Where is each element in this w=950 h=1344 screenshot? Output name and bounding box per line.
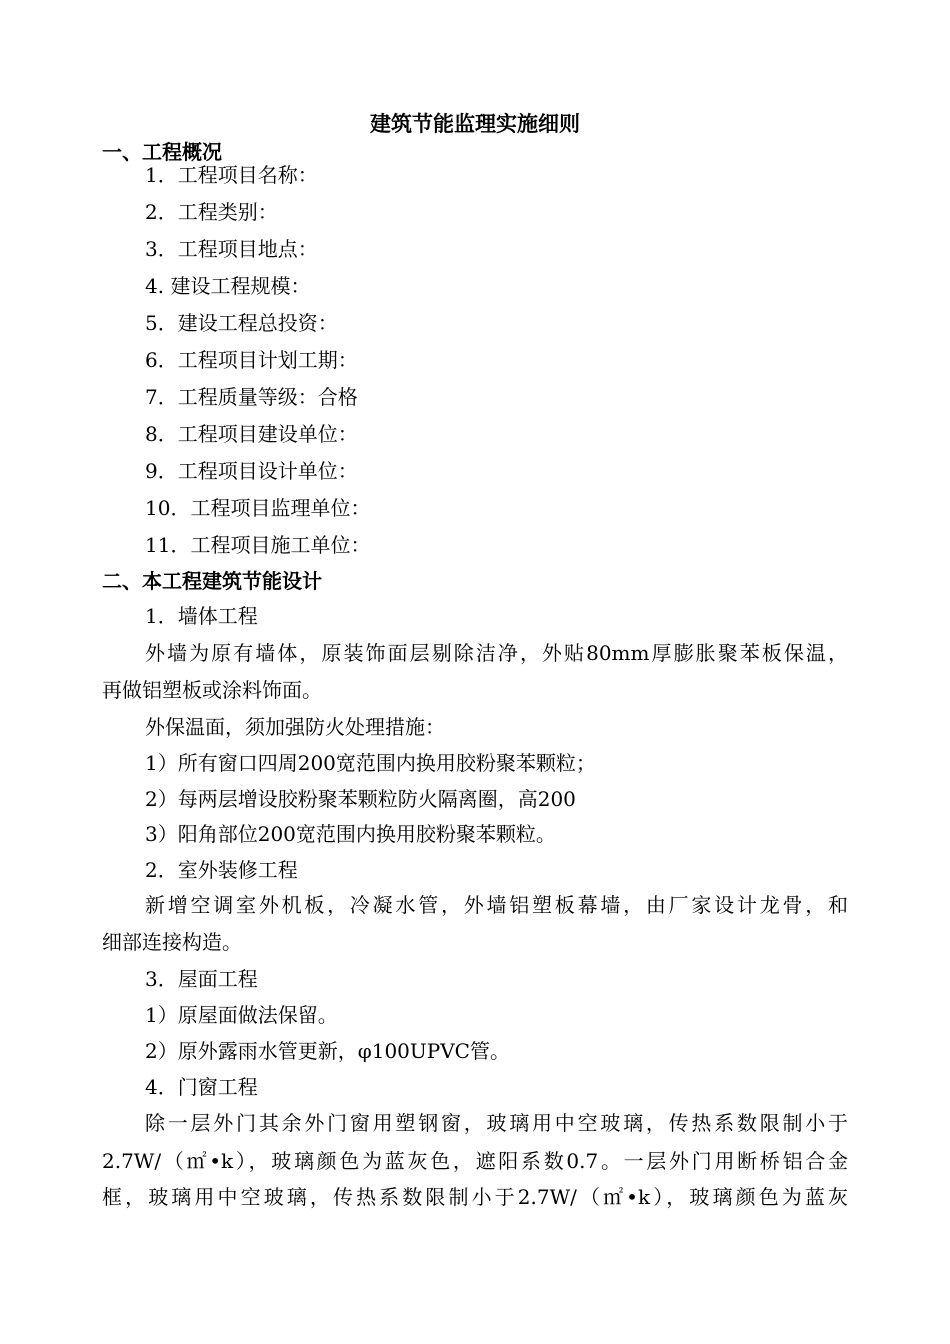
paragraph-line: 除一层外门其余外门窗用塑钢窗，玻璃用中空玻璃，传热系数限制小于 <box>145 1111 848 1135</box>
overview-item: 3．工程项目地点： <box>145 237 318 261</box>
subheading-doors-windows: 4．门窗工程 <box>145 1075 258 1099</box>
list-item: 2）每两层增设胶粉聚苯颗粒防火隔离圈，高200 <box>145 787 576 811</box>
list-item: 1）所有窗口四周200宽范围内换用胶粉聚苯颗粒； <box>145 751 596 775</box>
overview-item: 2．工程类别： <box>145 200 278 224</box>
section-heading-energy-design: 二、本工程建筑节能设计 <box>102 569 322 593</box>
paragraph-line: 框，玻璃用中空玻璃，传热系数限制小于2.7W/（㎡•k），玻璃颜色为蓝灰 <box>102 1185 848 1209</box>
paragraph-line: 细部连接构造。 <box>102 930 242 954</box>
subheading-exterior: 2．室外装修工程 <box>145 858 298 882</box>
section-heading-overview: 一、工程概况 <box>102 140 222 164</box>
list-item: 3）阳角部位200宽范围内换用胶粉聚苯颗粒。 <box>145 822 556 846</box>
document-title: 建筑节能监理实施细则 <box>370 111 580 136</box>
overview-item: 1．工程项目名称： <box>145 163 318 187</box>
list-item: 2）原外露雨水管更新，φ100UPVC管。 <box>145 1039 510 1063</box>
overview-item: 8．工程项目建设单位： <box>145 422 358 446</box>
overview-item: 7．工程质量等级：合格 <box>145 385 358 409</box>
overview-item: 9．工程项目设计单位： <box>145 459 358 483</box>
overview-item: 6．工程项目计划工期： <box>145 348 358 372</box>
paragraph-line: 外保温面，须加强防火处理措施： <box>145 715 445 739</box>
paragraph-line: 新增空调室外机板，冷凝水管，外墙铝塑板幕墙，由厂家设计龙骨，和 <box>145 893 848 917</box>
list-item: 1）原屋面做法保留。 <box>145 1003 338 1027</box>
paragraph-line: 2.7W/（㎡•k），玻璃颜色为蓝灰色，遮阳系数0.7。一层外门用断桥铝合金 <box>102 1149 848 1173</box>
overview-item: 11．工程项目施工单位： <box>145 533 371 557</box>
subheading-wall: 1．墙体工程 <box>145 604 258 628</box>
subheading-roof: 3．屋面工程 <box>145 967 258 991</box>
overview-item: 5．建设工程总投资： <box>145 311 338 335</box>
paragraph-line: 外墙为原有墙体，原装饰面层剔除洁净，外贴80mm厚膨胀聚苯板保温， <box>145 641 848 665</box>
overview-item: 4. 建设工程规模： <box>145 274 311 298</box>
paragraph-line: 再做铝塑板或涂料饰面。 <box>102 678 322 702</box>
overview-item: 10．工程项目监理单位： <box>145 496 371 520</box>
